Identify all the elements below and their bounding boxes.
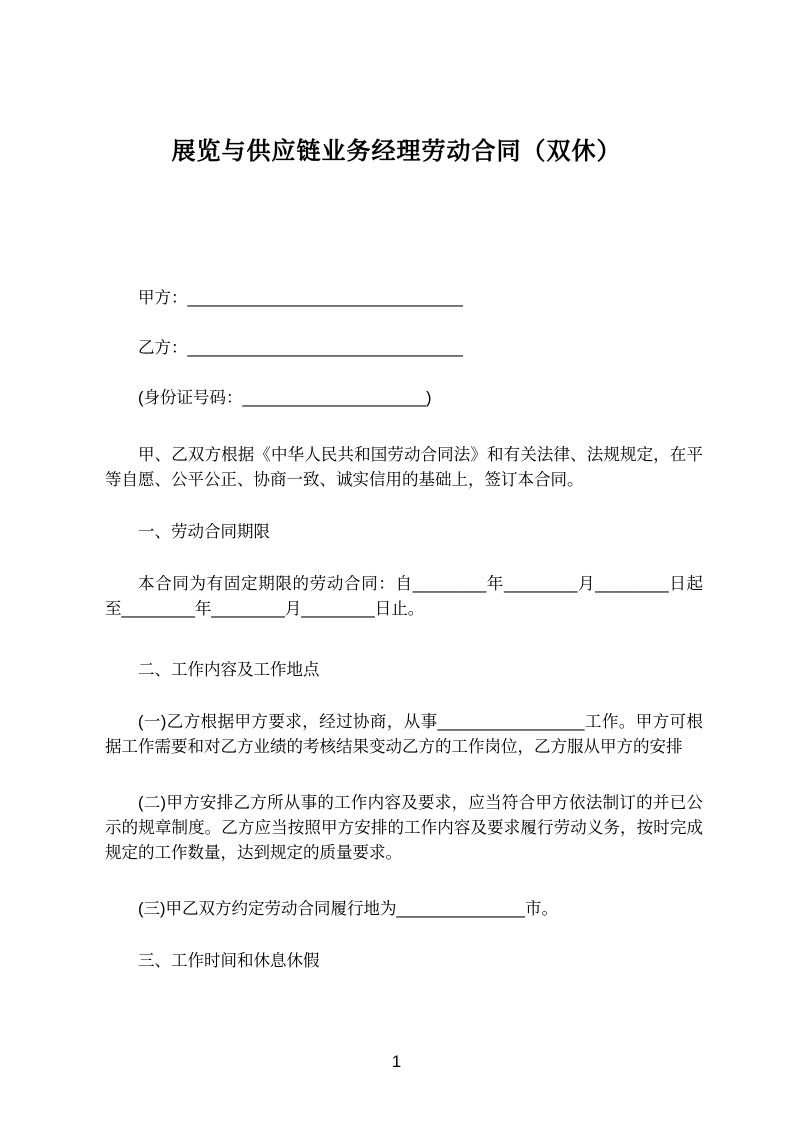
section-1-heading: 一、劳动合同期限 xyxy=(138,523,270,541)
id-number-line: (身份证号码：____________________) xyxy=(138,389,432,407)
party-b-blank-line: ______________________________ xyxy=(187,339,463,357)
work-content-item-3: (三)甲乙双方约定劳动合同履行地为______________市。 xyxy=(138,900,558,918)
page-number: 1 xyxy=(391,1052,402,1071)
party-a-label: 甲方： xyxy=(138,289,188,307)
party-b-line xyxy=(105,336,703,361)
section-2-heading: 二、工作内容及工作地点 xyxy=(138,661,320,679)
document-body xyxy=(0,286,793,974)
work-content-item-1: (一)乙方根据甲方要求，经过协商，从事________________工作。甲方可根据工作需要和对乙方业绩的考核结果变动乙方的工作岗位，乙方服从甲方的安排 xyxy=(105,713,703,756)
party-b-label: 乙方： xyxy=(138,339,188,357)
contract-term-paragraph: 本合同为有固定期限的劳动合同：自________年________月________日起至________年________月________日止。 xyxy=(105,575,703,618)
preamble-paragraph: 甲、乙双方根据《中华人民共和国劳动合同法》和有关法律、法规规定，在平等自愿、公平公正、协商一致、诚实信用的基础上，签订本合同。 xyxy=(105,446,703,489)
party-a-line xyxy=(105,286,703,311)
document-title: 展览与供应链业务经理劳动合同（双休） xyxy=(171,138,622,165)
section-3-heading: 三、工作时间和休息休假 xyxy=(138,952,320,970)
work-content-item-2: (二)甲方安排乙方所从事的工作内容及要求，应当符合甲方依法制订的并已公示的规章制度。乙方应当按照甲方安排的工作内容及要求履行劳动义务，按时完成规定的工作数量，达到规定的质量要求。 xyxy=(105,794,703,862)
party-a-blank-line: ______________________________ xyxy=(187,289,463,307)
